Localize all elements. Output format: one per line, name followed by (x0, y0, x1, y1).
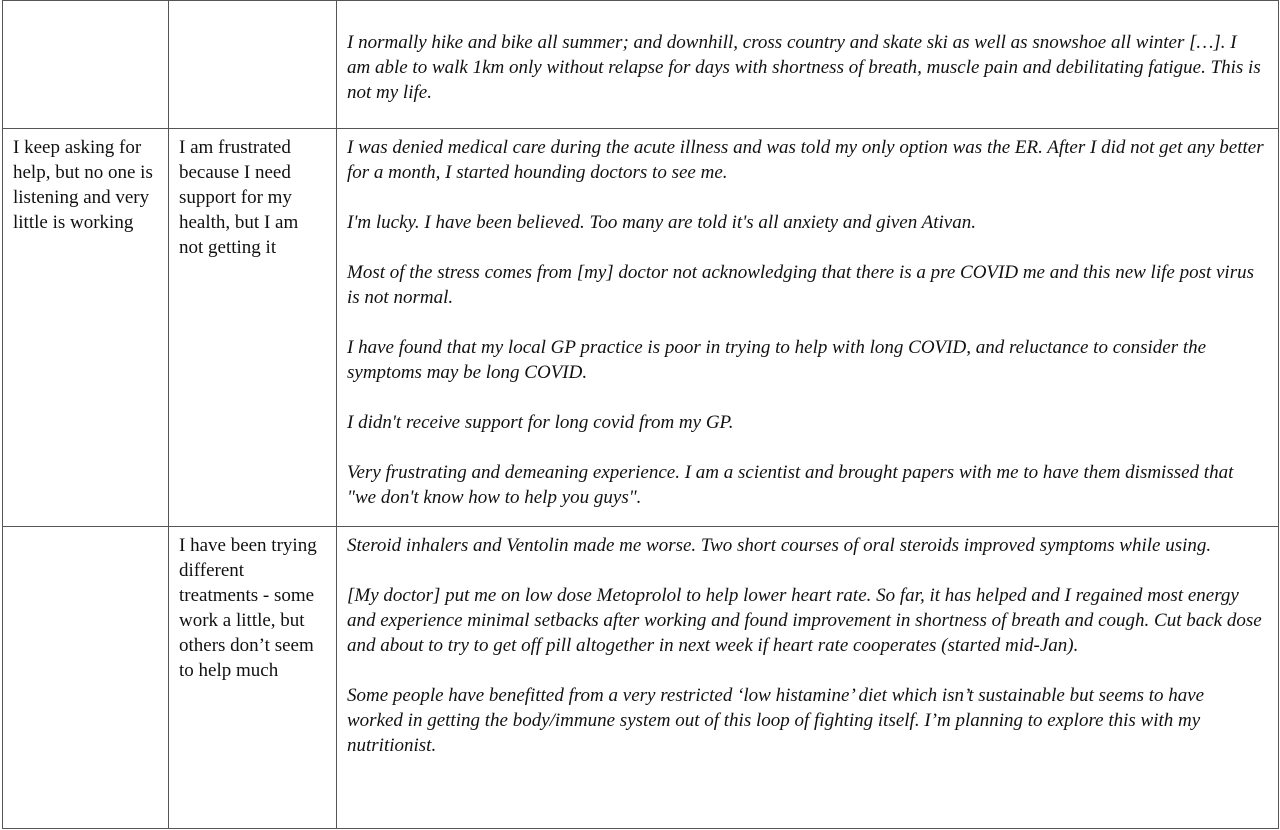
quotes-cell (337, 129, 1279, 527)
table-row (3, 1, 1279, 129)
table-row (3, 527, 1279, 829)
participant-quote: I was denied medical care during the acute illness and was told my only option was the ER. After I did not get any better for a month, I started hounding doctors to see me. (347, 137, 1264, 183)
subtheme-cell: I have been trying different treatments - some work a little, but others don’t seem to help much (169, 527, 337, 829)
themes-table-container (2, 0, 1278, 828)
participant-quote: I didn't receive support for long covid from my GP. (347, 412, 734, 433)
theme-cell: I keep asking for help, but no one is listening and very little is working (3, 129, 169, 527)
participant-quote: I'm lucky. I have been believed. Too many are told it's all anxiety and given Ativan. (347, 212, 976, 233)
participant-quote: Very frustrating and demeaning experience. I am a scientist and brought papers with me to have them dismissed that "we don't know how to help you guys". (347, 462, 1234, 508)
participant-quote: Steroid inhalers and Ventolin made me worse. Two short courses of oral steroids improved symptoms while using. (347, 535, 1212, 556)
participant-quote: Some people have benefitted from a very restricted ‘low histamine’ diet which isn’t sustainable but seems to have worked in getting the body/immune system out of this loop of fighting itself. I’m planning to explore this with my nutritionist. (347, 685, 1205, 756)
subtheme-cell: I am frustrated because I need support for my health, but I am not getting it (169, 129, 337, 527)
table-row (3, 129, 1279, 527)
quotes-cell (337, 527, 1279, 829)
participant-quote: [My doctor] put me on low dose Metoprolol to help lower heart rate. So far, it has helped and I regained most energy and experience minimal setbacks after working and found improvement in shortness of breath and cough. Cut back dose and about to try to get off pill altogether in next week if heart rate cooperates (started mid-Jan). (347, 585, 1262, 656)
participant-quote: I normally hike and bike all summer; and downhill, cross country and skate ski as well as snowshoe all winter […]. I am able to walk 1km only without relapse for days with shortness of breath, muscle pain and debilitating fatigue. This is not my life. (347, 32, 1261, 103)
subtheme-cell (169, 1, 337, 129)
theme-cell (3, 527, 169, 829)
theme-cell (3, 1, 169, 129)
participant-quote: Most of the stress comes from [my] doctor not acknowledging that there is a pre COVID me and this new life post virus is not normal. (347, 262, 1254, 308)
themes-quotes-table (2, 0, 1279, 829)
quotes-cell (337, 1, 1279, 129)
participant-quote: I have found that my local GP practice is poor in trying to help with long COVID, and reluctance to consider the symptoms may be long COVID. (347, 337, 1207, 383)
